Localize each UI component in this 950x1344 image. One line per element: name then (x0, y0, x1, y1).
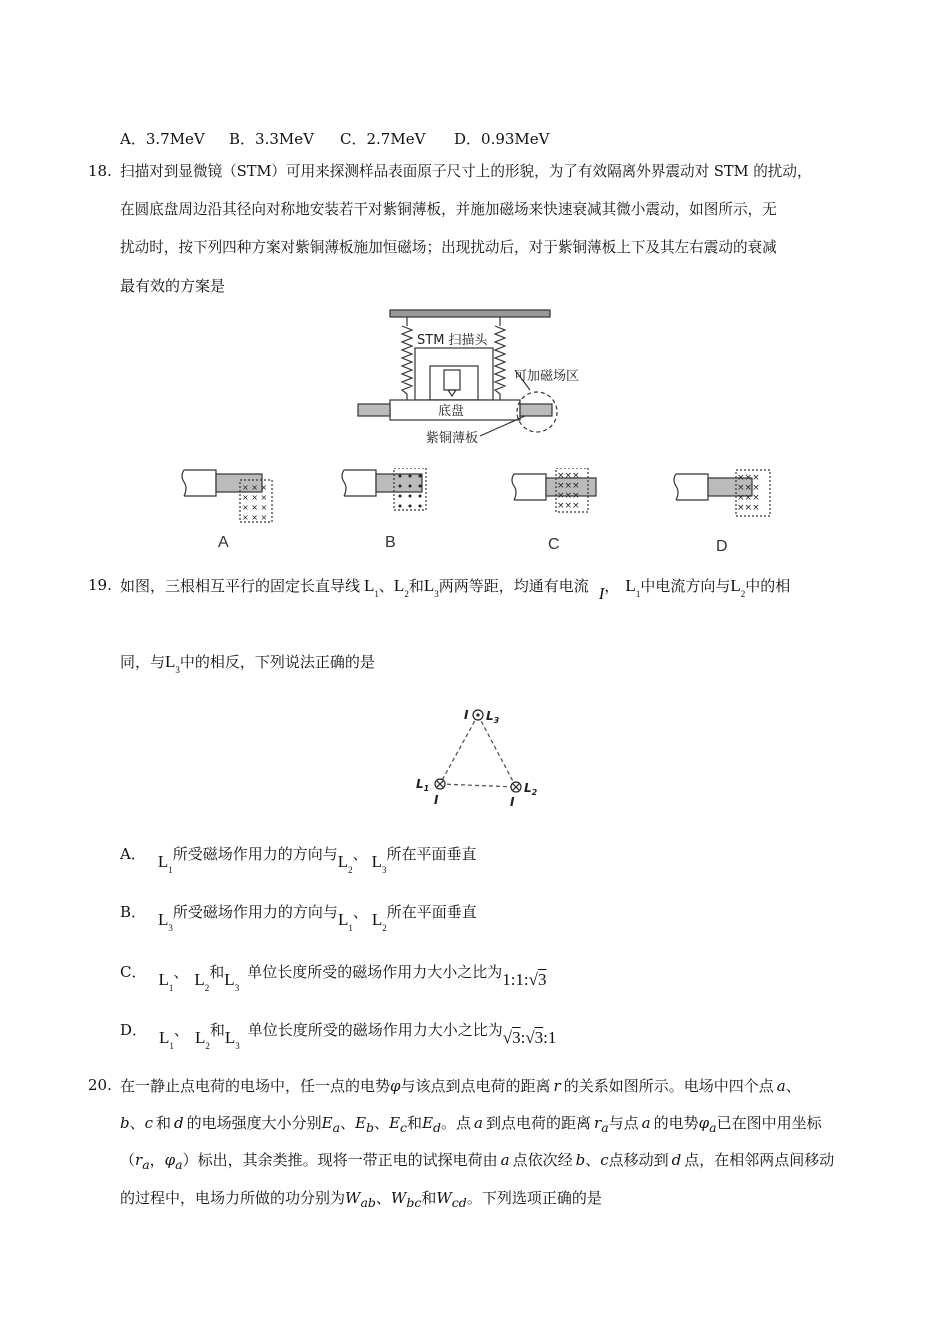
q19-number: 19. (88, 576, 112, 594)
q19-line-2: 同，与$L_3$中的相反，下列说法正确的是 (120, 652, 375, 675)
stm-figure (350, 308, 590, 448)
q19-option-b: B． $L_3$所受磁场作用力的方向与$L_1$、 $L_2$所在平面垂直 (120, 903, 477, 933)
l3-current-label: I (464, 708, 469, 722)
q18-line-2: 在圆底盘周边沿其径向对称地安装若干对紫铜薄板，并施加磁场来快速衰减其微小震动，如图所示，无 (120, 201, 777, 218)
svg-text:×××: ××× (557, 501, 580, 511)
q17-option-c: C．2.7MeV (340, 130, 426, 148)
svg-text:× × ×: × × × (242, 493, 268, 502)
q18-line-3: 扰动时，按下列四种方案对紫铜薄板施加恒磁场；出现扰动后，对于紫铜薄板上下及其左右震动的衰减 (120, 239, 777, 256)
q20-line-4: 的过程中，电场力所做的功分别为$W_{ab}$、$W_{bc}$和$W_{cd}$。下列选项正确的是 (120, 1189, 602, 1210)
l1-current-label: I (434, 793, 439, 807)
l1-label: $L_1$ (416, 777, 430, 793)
q18-line-4: 最有效的方案是 (120, 277, 226, 295)
q17-option-b: B．3.3MeV (229, 130, 314, 148)
svg-text:×××: ××× (737, 493, 760, 503)
svg-text:×××: ××× (557, 471, 580, 481)
q18-line-1: 扫描对到显微镜（STM）可用来探测样品表面原子尺寸上的形貌，为了有效隔离外界震动对 STM 的扰动， (120, 163, 812, 180)
option-d-label: D (716, 538, 728, 555)
q19-option-c: C． $L_1$、 $L_2$和$L_3$单位长度所受的磁场作用力大小之比为1:1:√3 (120, 963, 547, 993)
q19-line-1: 如图，三根相互平行的固定长直导线 $L_1$、$L_2$和$L_3$两两等距，均通有电流 I， $L_1$中电流方向与$L_2$中的相 (120, 576, 791, 603)
right-spring (495, 317, 505, 400)
l2-label: $L_2$ (524, 781, 538, 797)
l2-current-label: I (510, 795, 515, 809)
svg-text:× × ×: × × × (242, 483, 268, 492)
q19-option-d: D． $L_1$、 $L_2$和$L_3$单位长度所受的磁场作用力大小之比为√3:√3:1 (120, 1021, 557, 1051)
l3-label: $L_3$ (486, 709, 500, 725)
option-a-label: A (218, 534, 229, 551)
q19-option-a: A． $L_1$所受磁场作用力的方向与$L_2$、 $L_3$所在平面垂直 (120, 845, 477, 875)
option-b-label: B (385, 534, 396, 551)
plate-label: 紫铜薄板 (426, 431, 479, 446)
option-c-figure (510, 468, 610, 526)
side-l1-l2 (440, 784, 516, 787)
option-c-label: C (548, 536, 560, 553)
left-copper-plate (358, 404, 390, 416)
q17-option-d: D．0.93MeV (454, 130, 550, 148)
stm-label: STM 扫描头 (417, 333, 488, 348)
q20-line-3: （$r_a$，$\varphi_a$）标出，其余类推。现将一带正电的试探电荷由 a 点依次经 b、c点移动到 d 点，在相邻两点间移动 (120, 1151, 835, 1172)
scan-head (444, 370, 460, 390)
svg-text:×××: ××× (737, 473, 760, 483)
q20-number: 20. (88, 1076, 112, 1094)
q17-option-a: A．3.7MeV (120, 130, 205, 148)
svg-text:× × ×: × × × (242, 513, 268, 522)
option-b-figure (340, 468, 440, 526)
left-spring (402, 317, 412, 400)
base-label: 底盘 (438, 404, 465, 419)
svg-text:× × ×: × × × (242, 503, 268, 512)
field-label: 可加磁场区 (514, 369, 580, 384)
wire-triangle-figure (412, 700, 552, 810)
option-a-figure (180, 468, 280, 526)
right-copper-plate (520, 404, 552, 416)
option-d-figure (672, 468, 772, 526)
svg-text:×××: ××× (737, 483, 760, 493)
ceiling-support (390, 310, 550, 317)
q20-line-2: b、c 和 d 的电场强度大小分别$E_a$、$E_b$、$E_c$和$E_d$。点 a 到点电荷的距离 $r_a$与点 a 的电势$\varphi_a$已在图中用坐标 (120, 1114, 822, 1135)
stm-inner-frame (430, 366, 478, 400)
svg-text:×××: ××× (557, 481, 580, 491)
q20-line-1: 在一静止点电荷的电场中，任一点的电势φ与该点到点电荷的距离 r 的关系如图所示。电场中四个点 a、 (120, 1077, 801, 1095)
q18-number: 18. (88, 162, 112, 180)
side-l3-l1 (440, 715, 478, 784)
side-l3-l2 (478, 715, 516, 787)
svg-text:×××: ××× (557, 491, 580, 501)
svg-text:×××: ××× (737, 503, 760, 513)
